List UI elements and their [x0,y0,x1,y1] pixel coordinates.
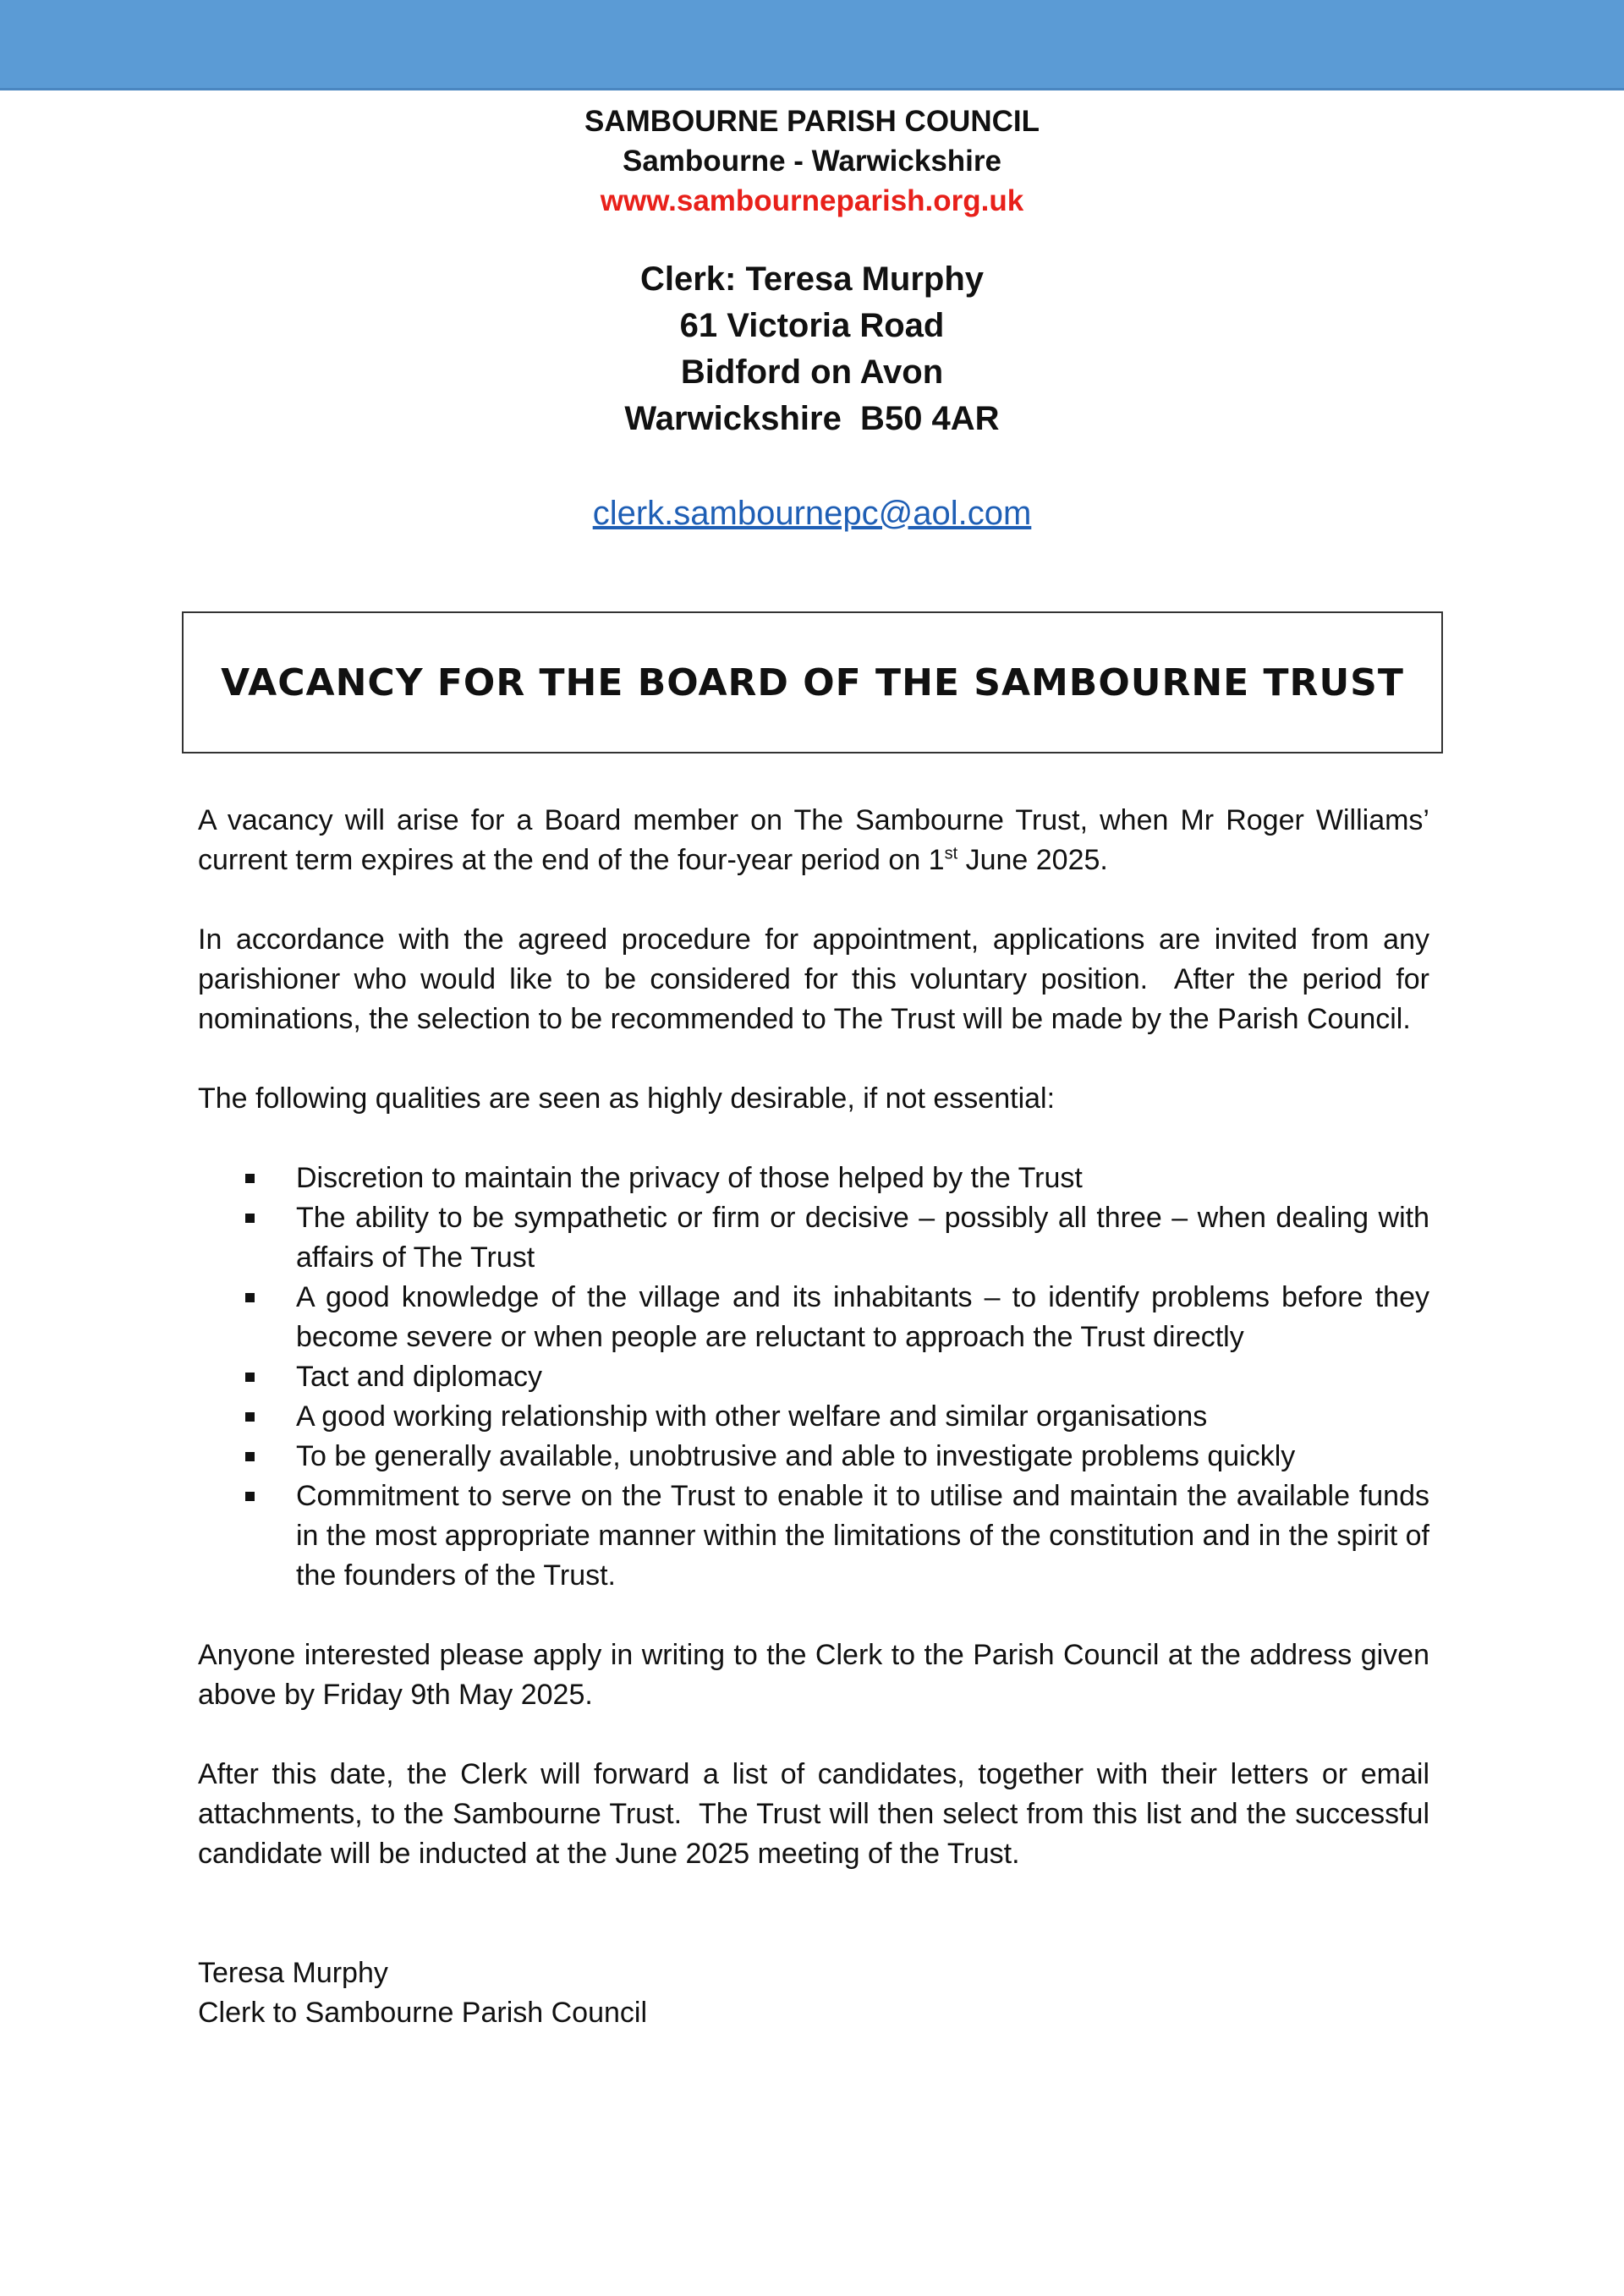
council-name: SAMBOURNE PARISH COUNCIL [584,105,1040,138]
clerk-address [0,256,1624,442]
bullet-square-icon [245,1214,255,1223]
list-item [296,1357,1429,1397]
list-item-text: To be generally available, unobtrusive and able to investigate problems quickly [296,1440,1296,1472]
list-item-text: A good knowledge of the village and its inhabitants – to identify problems before they become severe or when people are reluctant to approach the Trust directly [296,1281,1429,1353]
list-item [296,1477,1429,1596]
list-item [296,1198,1429,1278]
paragraph-vacancy-text: A vacancy will arise for a Board member on The Sambourne Trust, when Mr Roger Williams’ current term expires at the end of the four-year period on 1 [198,804,1429,876]
qualities-list [198,1159,1429,1596]
signature-name: Teresa Murphy [198,1957,388,1989]
bullet-square-icon [245,1174,255,1183]
website-link[interactable]: www.sambourneparish.org.uk [600,184,1024,217]
clerk-town: Bidford on Avon [680,353,944,391]
bullet-square-icon [245,1492,255,1501]
paragraph-vacancy-date: June 2025. [957,844,1108,876]
paragraph-after-date: After this date, the Clerk will forward a list of candidates, together with their letters or email attachments, to the Sambourne Trust. The Trust will then select from this list and the successful candidate will be inducted at the June 2025 meeting of the Trust. [198,1758,1438,1870]
bullet-square-icon [245,1373,255,1382]
clerk-county-postcode: Warwickshire B50 4AR [624,400,1000,437]
clerk-street: 61 Victoria Road [679,307,945,344]
list-item [296,1437,1429,1477]
signature-block [198,1954,1429,2033]
list-item [296,1159,1429,1198]
list-item-text: The ability to be sympathetic or firm or decisive – possibly all three – when dealing with affairs of The Trust [296,1202,1429,1274]
list-item-text: Tact and diplomacy [296,1361,543,1393]
list-item-text: A good working relationship with other welfare and similar organisations [296,1400,1208,1433]
header-band [0,0,1624,90]
bullet-square-icon [245,1293,255,1302]
list-item-text: Commitment to serve on the Trust to enable it to utilise and maintain the available funds in the most appropriate manner within the limitations of the constitution and in the spirit of the founders of the Trust. [296,1480,1429,1592]
clerk-name: Clerk: Teresa Murphy [639,260,985,298]
paragraph-qualities-intro: The following qualities are seen as highly desirable, if not essential: [198,1082,1056,1115]
paragraph-procedure: In accordance with the agreed procedure for appointment, applications are invited from any parishioner who would like to be considered for this voluntary position. After the period for nominations, the selection to be recommended to The Trust will be made by the Parish Council. [198,923,1438,1035]
list-item [296,1278,1429,1357]
paragraph-apply: Anyone interested please apply in writing to the Clerk to the Parish Council at the address given above by Friday 9th May 2025. [198,1639,1429,1711]
clerk-email-link[interactable]: clerk.sambournepc@aol.com [592,495,1032,532]
title-box [182,611,1443,753]
ordinal-suffix: st [944,844,958,863]
bullet-square-icon [245,1412,255,1422]
list-item-text: Discretion to maintain the privacy of those helped by the Trust [296,1162,1083,1194]
bullet-square-icon [245,1452,255,1461]
signature-role: Clerk to Sambourne Parish Council [198,1997,648,2029]
document-title: VACANCY FOR THE BOARD OF THE SAMBOURNE TRUST [221,660,1404,704]
paragraph-vacancy [198,801,1429,880]
document-body [198,801,1438,2033]
council-location: Sambourne - Warwickshire [623,145,1001,178]
letterhead [0,101,1624,221]
list-item [296,1397,1429,1437]
